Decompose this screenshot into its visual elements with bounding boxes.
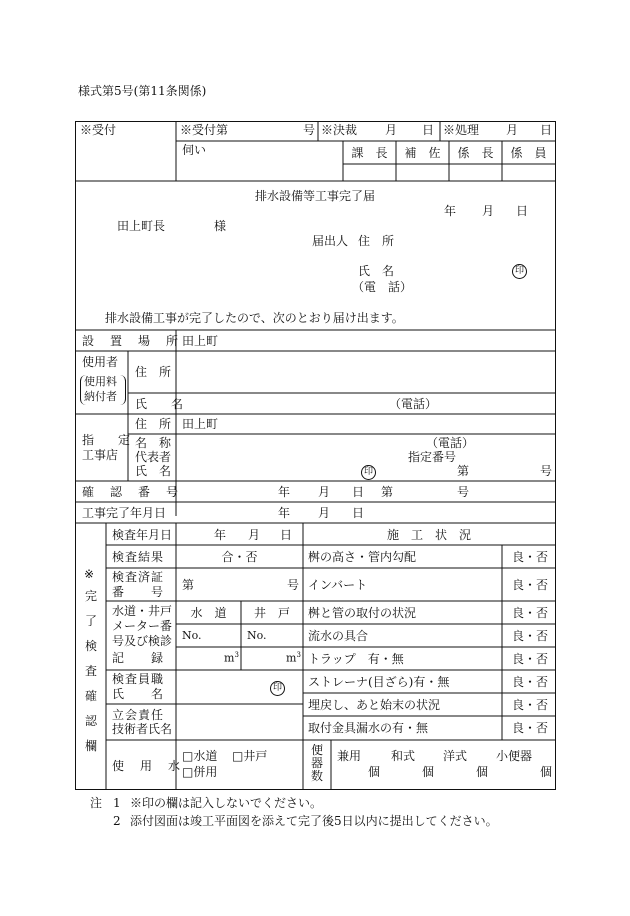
well-label: 井 戸 (253, 606, 290, 620)
user-sub-label-2: 納付者 (84, 390, 117, 403)
check-item: 桝と管の取付の状況 (308, 606, 417, 620)
notice-body: 排水設備工事が完了したので、次のとおり届け出ます。 (105, 311, 404, 325)
check-result: 良・否 (512, 629, 549, 643)
applicant-phone-label: （電 話） (352, 280, 413, 294)
role-assistant: 補 佐 (404, 146, 441, 160)
completion-label: 工事完了年月日 (82, 506, 167, 520)
result-value: 合・否 (221, 550, 258, 564)
check-result: 良・否 (512, 606, 549, 620)
note-text: ※印の欄は記入しないでください。 (130, 796, 323, 810)
meter-label-2: メーター番 (112, 619, 173, 633)
side-char: 確 (84, 689, 97, 703)
note-number: 2 (113, 814, 121, 828)
notice-year: 年 (444, 204, 457, 218)
check-result: 良・否 (512, 578, 549, 592)
toilet-label-3: 数 (311, 769, 324, 783)
inquiry-label: 伺い (182, 143, 207, 157)
process-day: 日 (540, 123, 553, 137)
notes-prefix: 注 (90, 796, 103, 810)
contractor-phone-label: （電話） (426, 436, 475, 450)
inspection-date-label: 検査年月日 (112, 528, 173, 542)
addressee: 田上町長 (117, 219, 166, 233)
inspection-date-year: 年 (214, 528, 227, 542)
notice-heading: 排水設備等工事完了届 (254, 189, 375, 203)
inspection-side-mark: ※ (84, 567, 95, 581)
confirmation-month: 月 (318, 485, 331, 499)
completion-day: 日 (352, 506, 365, 520)
note-number: 1 (113, 796, 121, 810)
water-no-label: No. (182, 629, 202, 642)
water-label: 水 道 (190, 606, 227, 620)
note-text: 添付図面は竣工平面図を添えて完了後5日以内に提出してください。 (130, 814, 498, 828)
completion-year: 年 (278, 506, 291, 520)
completion-month: 月 (318, 506, 331, 520)
inspection-side-label (83, 590, 99, 765)
toilet-unit-urinal: 個 (540, 765, 553, 779)
contractor-designation-label: 指定番号 (408, 450, 457, 464)
contractor-address-value: 田上町 (182, 417, 219, 431)
water-option-combined: □併用 (182, 765, 218, 779)
process-label: ※処理 (443, 123, 480, 137)
confirmation-number-prefix: 第 (381, 485, 394, 499)
user-name-label: 氏 名 (135, 397, 184, 411)
decision-label: ※決裁 (321, 123, 358, 137)
receipt-no-suffix: 号 (303, 123, 316, 137)
meter-label-4: 記 録 (112, 651, 165, 665)
site-value: 田上町 (182, 334, 219, 348)
role-subsection-chief: 係 長 (457, 146, 494, 160)
user-address-label: 住 所 (135, 365, 172, 379)
check-result: 良・否 (512, 721, 549, 735)
confirmation-year: 年 (278, 485, 291, 499)
confirmation-label: 確 認 番 号 (82, 485, 181, 499)
contractor-number-prefix: 第 (457, 464, 470, 478)
reception-label: ※受付 (80, 123, 117, 137)
toilet-type-urinal: 小便器 (496, 749, 533, 763)
toilet-unit-western: 個 (476, 765, 489, 779)
confirmation-day: 日 (352, 485, 365, 499)
water-use-label: 使 用 水 (112, 759, 183, 773)
user-label: 使用者 (82, 355, 119, 369)
check-item: インバート (308, 578, 368, 592)
toilet-unit-shared: 個 (368, 765, 381, 779)
side-char: 認 (84, 714, 97, 728)
user-phone-label: （電話） (389, 397, 438, 411)
seal-mark: 印 (512, 264, 527, 279)
form-title-code: 様式第5号(第11条関係) (78, 84, 207, 98)
certificate-label-1: 検査済証 (112, 570, 165, 584)
site-label: 設 置 場 所 (82, 334, 181, 348)
unit: m (286, 651, 297, 665)
water-option-water: □水道 (182, 749, 218, 763)
side-char: 検 (84, 639, 97, 653)
check-item: 取付金具漏水の有・無 (308, 721, 429, 735)
check-result: 良・否 (512, 550, 549, 564)
contractor-address-label: 住 所 (135, 417, 172, 431)
inspector-seal (270, 680, 285, 696)
toilet-type-japanese: 和式 (391, 749, 416, 763)
seal-mark: 印 (270, 681, 285, 696)
check-item: トラップ 有・無 (308, 652, 404, 666)
contractor-name-label-2: 代表者 (135, 450, 172, 464)
notice-month: 月 (482, 204, 495, 218)
toilet-type-shared: 兼用 (337, 749, 362, 763)
inspection-date-day: 日 (280, 528, 293, 542)
decision-month: 月 (385, 123, 398, 137)
user-sub-label-1: 使用料 (84, 375, 117, 388)
side-char: 了 (84, 614, 97, 628)
side-char: 完 (84, 589, 97, 603)
water-unit (224, 652, 239, 664)
contractor-name-label-1: 名 称 (135, 436, 172, 450)
toilet-unit-japanese: 個 (422, 765, 435, 779)
certificate-prefix: 第 (182, 578, 195, 592)
inspector-label-1: 検査員職 (112, 672, 165, 686)
certificate-label-2: 番 号 (112, 585, 165, 599)
water-option-well: □井戸 (232, 749, 268, 763)
check-item: 流水の具合 (308, 629, 369, 643)
check-item: 埋戻し、あと始末の状況 (308, 698, 441, 712)
check-result: 良・否 (512, 652, 549, 666)
well-no-label: No. (247, 629, 267, 642)
witness-label-2: 技術者氏名 (112, 722, 173, 736)
unit-exp: 3 (296, 651, 301, 659)
contractor-label-1: 指 定 (82, 433, 131, 447)
check-item: 桝の高さ・管内勾配 (308, 550, 417, 564)
applicant-address-label: 住 所 (358, 234, 395, 248)
toilet-label-2: 器 (311, 756, 324, 770)
check-result: 良・否 (512, 675, 549, 689)
construction-status-header: 施 工 状 況 (386, 528, 471, 542)
contractor-seal (361, 464, 376, 480)
inspector-label-2: 氏 名 (112, 687, 165, 701)
applicant-name-label: 氏 名 (358, 264, 395, 278)
toilet-type-western: 洋式 (443, 749, 468, 763)
check-item: ストレーナ(目ざら)有・無 (308, 675, 450, 689)
receipt-no-label: ※受付第 (180, 123, 229, 137)
applicant-seal (512, 263, 527, 279)
side-char: 査 (84, 664, 97, 678)
contractor-label-2: 工事店 (82, 448, 119, 462)
side-char: 欄 (84, 739, 97, 753)
witness-label-1: 立会責任 (112, 708, 165, 722)
meter-label-1: 水道・井戸 (112, 604, 173, 618)
contractor-number-suffix: 号 (540, 464, 553, 478)
contractor-name-label-3: 氏 名 (135, 464, 172, 478)
unit: m (224, 651, 235, 665)
seal-mark: 印 (361, 465, 376, 480)
role-section-chief: 課 長 (351, 146, 388, 160)
certificate-suffix: 号 (287, 578, 300, 592)
meter-label-3: 号及び検診 (112, 634, 173, 648)
decision-day: 日 (422, 123, 435, 137)
well-unit (286, 652, 301, 664)
toilet-label-1: 便 (311, 743, 324, 757)
confirmation-number-suffix: 号 (457, 485, 470, 499)
inspection-date-month: 月 (248, 528, 261, 542)
process-month: 月 (506, 123, 519, 137)
notice-day: 日 (516, 204, 529, 218)
applicant-label: 届出人 (312, 234, 349, 248)
role-staff: 係 員 (510, 146, 547, 160)
check-result: 良・否 (512, 698, 549, 712)
result-label: 検査結果 (112, 550, 165, 564)
unit-exp: 3 (234, 651, 239, 659)
honorific: 様 (214, 219, 227, 233)
